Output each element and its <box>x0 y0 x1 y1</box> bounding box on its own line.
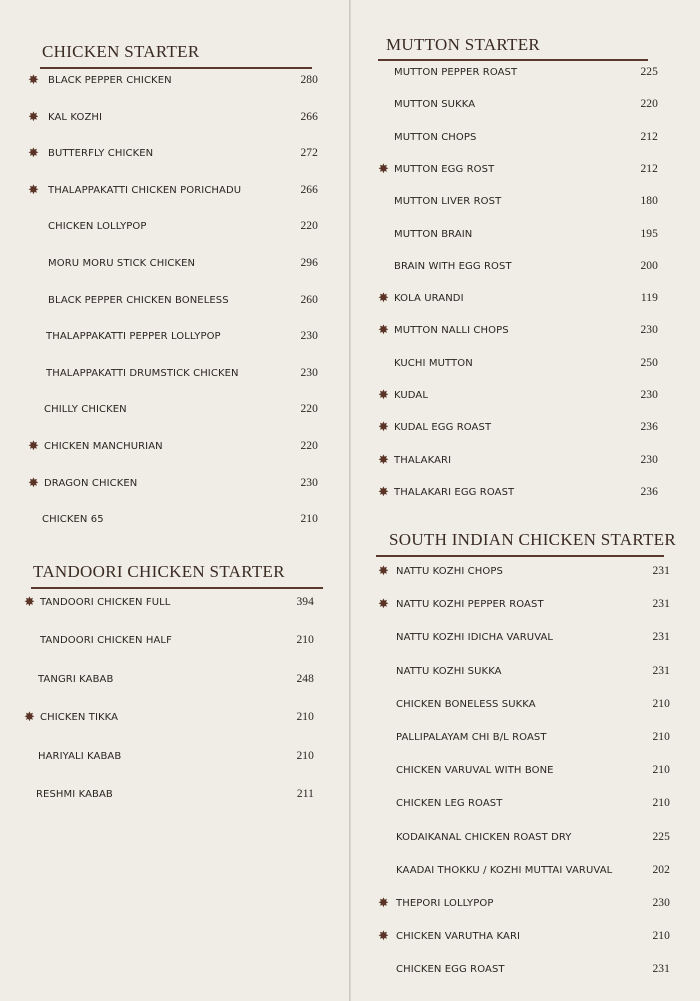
item-price: 211 <box>296 788 314 800</box>
item-name: KUDAL <box>394 390 429 401</box>
menu-item <box>378 563 672 583</box>
item-price: 248 <box>296 673 314 685</box>
menu-item <box>378 961 672 981</box>
item-price: 220 <box>300 440 318 452</box>
star-burst-icon: ✸ <box>28 476 39 491</box>
item-name: THALAKARI <box>394 455 452 466</box>
item-price: 272 <box>300 147 318 159</box>
star-burst-icon: ✸ <box>378 929 389 944</box>
item-name: CHICKEN LEG ROAST <box>396 798 503 809</box>
star-burst-icon: ✸ <box>378 388 389 403</box>
star-burst-icon: ✸ <box>28 439 39 454</box>
item-name: THALAPPAKATTI PEPPER LOLLYPOP <box>46 331 221 342</box>
section-title: CHICKEN STARTER <box>42 42 200 61</box>
item-price: 202 <box>652 864 670 876</box>
item-price: 230 <box>300 330 318 342</box>
menu-item <box>378 928 672 948</box>
item-price: 231 <box>652 565 670 577</box>
item-price: 212 <box>640 163 658 175</box>
item-price: 231 <box>652 963 670 975</box>
item-price: 210 <box>652 731 670 743</box>
item-price: 119 <box>640 292 658 304</box>
section-title: MUTTON STARTER <box>386 35 541 54</box>
item-name: HARIYALI KABAB <box>38 751 122 762</box>
section-title: SOUTH INDIAN CHICKEN STARTER <box>389 530 676 549</box>
item-price: 195 <box>640 228 658 240</box>
item-price: 210 <box>296 634 314 646</box>
star-burst-icon: ✸ <box>24 710 35 725</box>
menu-item <box>378 663 672 683</box>
item-name: KOLA URANDI <box>394 293 464 304</box>
item-name: BLACK PEPPER CHICKEN BONELESS <box>48 295 229 306</box>
item-name: THALAPPAKATTI DRUMSTICK CHICKEN <box>46 368 239 379</box>
item-name: CHILLY CHICKEN <box>44 404 127 415</box>
item-name: NATTU KOZHI CHOPS <box>396 566 503 577</box>
star-burst-icon: ✸ <box>378 291 389 306</box>
item-name: CHICKEN TIKKA <box>40 712 119 723</box>
item-price: 210 <box>652 797 670 809</box>
item-name: MUTTON SUKKA <box>394 99 476 110</box>
item-name: KAL KOZHI <box>48 112 103 123</box>
item-name: MORU MORU STICK CHICKEN <box>48 258 196 269</box>
menu-item <box>378 829 672 849</box>
menu-item <box>378 895 672 915</box>
item-name: MUTTON CHOPS <box>394 132 477 143</box>
item-price: 266 <box>300 184 318 196</box>
item-name: DRAGON CHICKEN <box>44 478 138 489</box>
item-name: KUDAL EGG ROAST <box>394 422 492 433</box>
menu-item <box>378 762 672 782</box>
item-name: CHICKEN VARUTHA KARI <box>396 931 521 942</box>
menu-item <box>378 729 672 749</box>
star-burst-icon: ✸ <box>378 564 389 579</box>
item-price: 210 <box>652 698 670 710</box>
item-price: 230 <box>300 477 318 489</box>
item-price: 230 <box>300 367 318 379</box>
item-price: 180 <box>640 195 658 207</box>
item-price: 212 <box>640 131 658 143</box>
item-name: TANDOORI CHICKEN HALF <box>40 635 172 646</box>
item-name: MUTTON EGG ROST <box>394 164 495 175</box>
star-burst-icon: ✸ <box>28 73 39 88</box>
item-name: MUTTON LIVER ROST <box>394 196 502 207</box>
item-price: 250 <box>640 357 658 369</box>
star-burst-icon: ✸ <box>28 146 39 161</box>
item-price: 236 <box>640 421 658 433</box>
item-name: TANGRI KABAB <box>38 674 114 685</box>
item-price: 260 <box>300 294 318 306</box>
item-price: 220 <box>300 403 318 415</box>
item-name: NATTU KOZHI SUKKA <box>396 666 502 677</box>
item-name: CHICKEN EGG ROAST <box>396 964 505 975</box>
item-price: 220 <box>300 220 318 232</box>
item-name: PALLIPALAYAM CHI B/L ROAST <box>396 732 547 743</box>
menu-item <box>378 629 672 649</box>
menu-item <box>378 596 672 616</box>
star-burst-icon: ✸ <box>378 420 389 435</box>
star-burst-icon: ✸ <box>28 110 39 125</box>
item-price: 210 <box>652 764 670 776</box>
star-burst-icon: ✸ <box>378 485 389 500</box>
item-name: THALAKARI EGG ROAST <box>394 487 515 498</box>
item-price: 225 <box>652 831 670 843</box>
item-name: CHICKEN BONELESS SUKKA <box>396 699 536 710</box>
item-price: 280 <box>300 74 318 86</box>
menu-item <box>378 696 672 716</box>
item-name: KUCHI MUTTON <box>394 358 473 369</box>
item-price: 210 <box>300 513 318 525</box>
item-name: KAADAI THOKKU / KOZHI MUTTAI VARUVAL <box>396 865 613 876</box>
item-price: 296 <box>300 257 318 269</box>
item-name: MUTTON BRAIN <box>394 229 473 240</box>
item-price: 210 <box>652 930 670 942</box>
item-name: CHICKEN VARUVAL WITH BONE <box>396 765 554 776</box>
item-name: THEPORI LOLLYPOP <box>396 898 494 909</box>
item-price: 236 <box>640 486 658 498</box>
item-name: NATTU KOZHI PEPPER ROAST <box>396 599 544 610</box>
item-price: 231 <box>652 631 670 643</box>
item-name: BLACK PEPPER CHICKEN <box>48 75 172 86</box>
star-burst-icon: ✸ <box>28 183 39 198</box>
menu-item <box>378 795 672 815</box>
item-name: BUTTERFLY CHICKEN <box>48 148 154 159</box>
section-underline <box>376 555 664 557</box>
item-price: 210 <box>296 711 314 723</box>
item-name: CHICKEN MANCHURIAN <box>44 441 163 452</box>
star-burst-icon: ✸ <box>378 162 389 177</box>
item-price: 266 <box>300 111 318 123</box>
item-name: CHICKEN 65 <box>42 514 104 525</box>
star-burst-icon: ✸ <box>378 453 389 468</box>
item-name: BRAIN WITH EGG ROST <box>394 261 512 272</box>
menu-item <box>378 862 672 882</box>
item-price: 394 <box>296 596 314 608</box>
item-name: MUTTON NALLI CHOPS <box>394 325 509 336</box>
item-price: 230 <box>640 454 658 466</box>
star-burst-icon: ✸ <box>378 323 389 338</box>
star-burst-icon: ✸ <box>24 595 35 610</box>
star-burst-icon: ✸ <box>378 597 389 612</box>
item-price: 231 <box>652 598 670 610</box>
item-price: 210 <box>296 750 314 762</box>
item-price: 231 <box>652 665 670 677</box>
item-name: THALAPPAKATTI CHICKEN PORICHADU <box>48 185 242 196</box>
item-name: TANDOORI CHICKEN FULL <box>40 597 171 608</box>
item-price: 230 <box>640 324 658 336</box>
star-burst-icon: ✸ <box>378 896 389 911</box>
item-name: NATTU KOZHI IDICHA VARUVAL <box>396 632 554 643</box>
item-name: CHICKEN LOLLYPOP <box>48 221 147 232</box>
item-price: 230 <box>640 389 658 401</box>
item-price: 225 <box>640 66 658 78</box>
section-title: TANDOORI CHICKEN STARTER <box>33 562 285 581</box>
item-name: MUTTON PEPPER ROAST <box>394 67 518 78</box>
item-price: 220 <box>640 98 658 110</box>
item-name: RESHMI KABAB <box>36 789 113 800</box>
item-name: KODAIKANAL CHICKEN ROAST DRY <box>396 832 572 843</box>
item-price: 230 <box>652 897 670 909</box>
item-price: 200 <box>640 260 658 272</box>
